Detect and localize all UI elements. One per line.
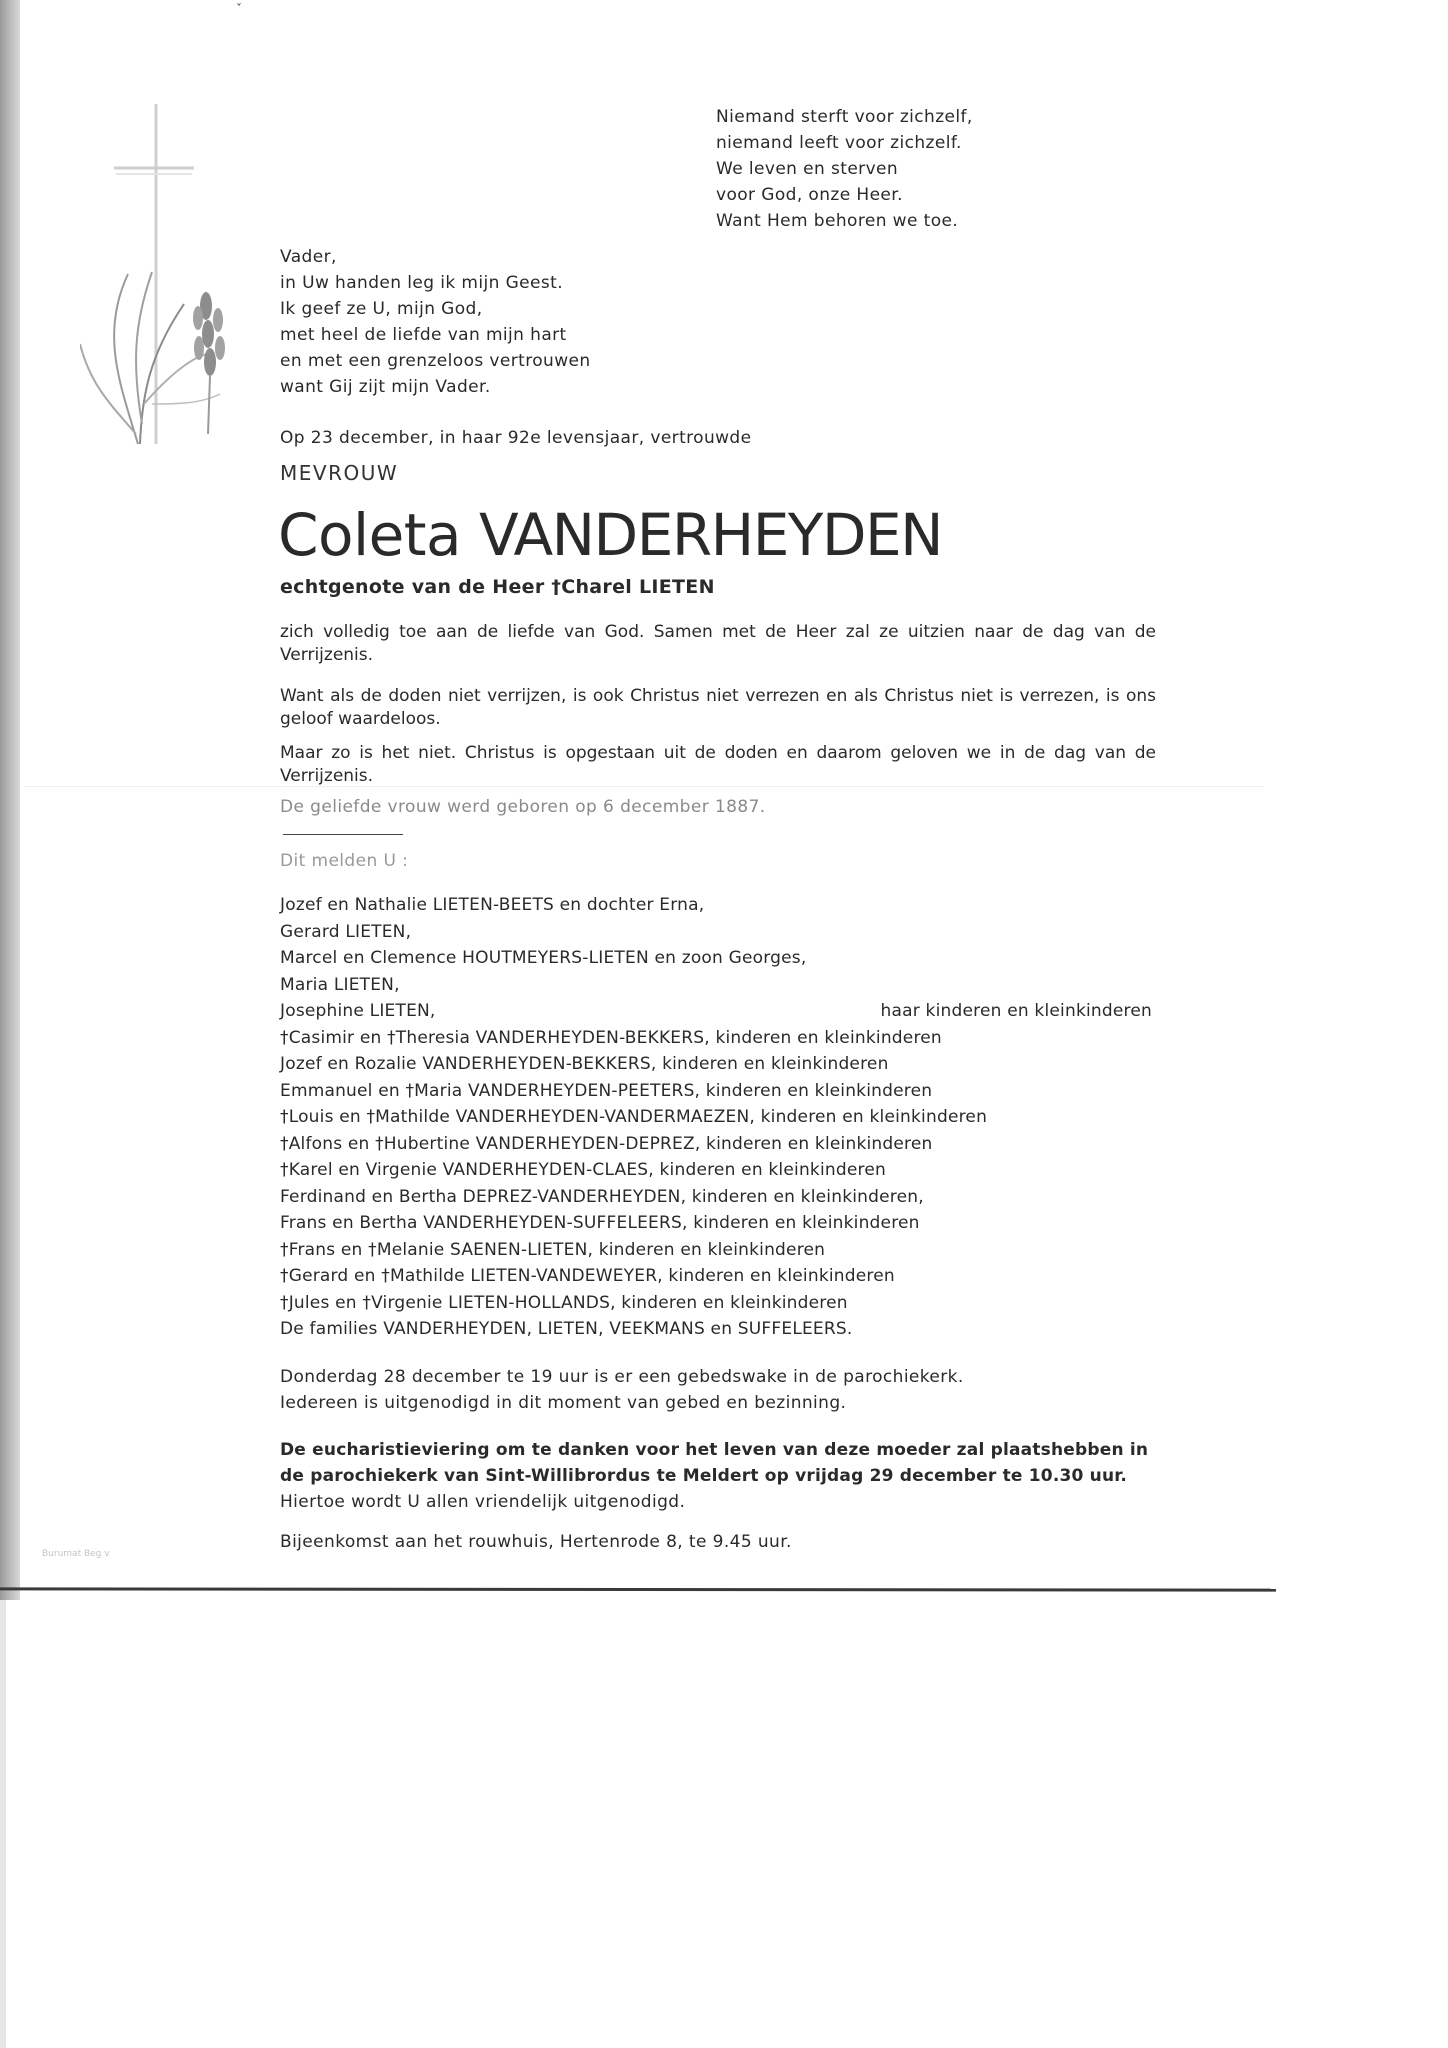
list-item: Ferdinand en Bertha DEPREZ-VANDERHEYDEN, kinderen en kleinkinderen, (280, 1186, 924, 1207)
verse-line: en met een grenzeloos vertrouwen (280, 351, 591, 371)
list-item: Emmanuel en †Maria VANDERHEYDEN-PEETERS, kinderen en kleinkinderen (280, 1080, 933, 1101)
verse-line: Ik geef ze U, mijn God, (280, 299, 483, 319)
family-list (280, 892, 1160, 1343)
verse-line: voor God, onze Heer. (716, 185, 903, 205)
printer-mark: Burumat Beg v (42, 1549, 110, 1559)
birth-line: De geliefde vrouw werd geboren op 6 december 1887. (280, 797, 766, 817)
verse-left (280, 244, 591, 400)
list-item: Jozef en Nathalie LIETEN-BEETS en dochter Erna, (280, 895, 705, 915)
title-label: MEVROUW (280, 461, 399, 485)
spouse-line: echtgenote van de Heer †Charel LIETEN (280, 576, 715, 598)
list-item: †Karel en Virgenie VANDERHEYDEN-CLAES, kinderen en kleinkinderen (280, 1160, 886, 1180)
intro-text: Op 23 december, in haar 92e levensjaar, vertrouwde (280, 428, 752, 448)
invite-text: Hiertoe wordt U allen vriendelijk uitgenodigd. (280, 1492, 686, 1512)
divider (283, 834, 403, 835)
surname: VANDERHEYDEN (479, 501, 943, 569)
meeting-text: Bijeenkomst aan het rouwhuis, Hertenrode 8, te 9.45 uur. (280, 1532, 792, 1552)
list-item: †Jules en †Virgenie LIETEN-HOLLANDS, kinderen en kleinkinderen (280, 1292, 848, 1313)
mass-notice: De eucharistieviering om te danken voor het leven van deze moeder zal plaatshebben in de parochiekerk van Sint-Willibrordus te Meldert op vrijdag 29 december te 10.30 uur. (280, 1440, 1149, 1486)
announce-label: Dit melden U : (280, 851, 409, 871)
verse-line: met heel de liefde van mijn hart (280, 325, 567, 345)
scan-edge-lower (0, 1600, 6, 2048)
verse-line: We leven en sterven (716, 159, 899, 179)
paper-bottom-edge (0, 1587, 1276, 1591)
list-item: De families VANDERHEYDEN, LIETEN, VEEKMANS en SUFFELEERS. (280, 1319, 853, 1339)
cross-wheat-icon (80, 104, 230, 464)
verse-line: niemand leeft voor zichzelf. (716, 133, 962, 153)
verse-line: Want Hem behoren we toe. (716, 211, 959, 231)
paragraph: zich volledig toe aan de liefde van God. Samen met de Heer zal ze uitzien naar de dag van de Verrijzenis. (280, 622, 1156, 665)
wake-line: Iedereen is uitgenodigd in dit moment van gebed en bezinning. (280, 1393, 847, 1413)
deceased-name (278, 500, 942, 570)
list-item: †Alfons en †Hubertine VANDERHEYDEN-DEPREZ, kinderen en kleinkinderen (280, 1133, 933, 1154)
children-label: haar kinderen en kleinkinderen (880, 1001, 1152, 1021)
verse-line: Vader, (280, 247, 337, 267)
wake-notice (280, 1364, 964, 1416)
list-item: Jozef en Rozalie VANDERHEYDEN-BEKKERS, kinderen en kleinkinderen (280, 1054, 889, 1074)
list-item: †Frans en †Melanie SAENEN-LIETEN, kinderen en kleinkinderen (280, 1239, 826, 1260)
list-item: †Gerard en †Mathilde LIETEN-VANDEWEYER, kinderen en kleinkinderen (280, 1266, 895, 1286)
verse-line: want Gij zijt mijn Vader. (280, 377, 491, 397)
list-item: †Louis en †Mathilde VANDERHEYDEN-VANDERMAEZEN, kinderen en kleinkinderen (280, 1107, 988, 1127)
scan-speck: ˇ (236, 2, 242, 16)
verse-line: Niemand sterft voor zichzelf, (716, 107, 973, 127)
wake-line: Donderdag 28 december te 19 uur is er een gebedswake in de parochiekerk. (280, 1367, 964, 1387)
list-item: Marcel en Clemence HOUTMEYERS-LIETEN en zoon Georges, (280, 948, 807, 968)
verse-line: in Uw handen leg ik mijn Geest. (280, 273, 563, 293)
list-item: Josephine LIETEN, haar kinderen en kleinkinderen (280, 998, 1160, 1025)
paragraph: Want als de doden niet verrijzen, is ook Christus niet verrezen en als Christus niet is verrezen, is ons geloof waardeloos. (280, 686, 1156, 729)
verse-right (716, 104, 973, 234)
list-item: Frans en Bertha VANDERHEYDEN-SUFFELEERS, kinderen en kleinkinderen (280, 1213, 920, 1233)
list-item: Gerard LIETEN, (280, 921, 412, 942)
scan-edge-shadow (0, 0, 20, 1600)
list-item: Maria LIETEN, (280, 974, 400, 995)
first-name: Coleta (278, 501, 462, 569)
paragraph: Maar zo is het niet. Christus is opgestaan uit de doden en daarom geloven we in de dag van de Verrijzenis. (280, 743, 1156, 786)
list-item: †Casimir en †Theresia VANDERHEYDEN-BEKKERS, kinderen en kleinkinderen (280, 1027, 942, 1048)
